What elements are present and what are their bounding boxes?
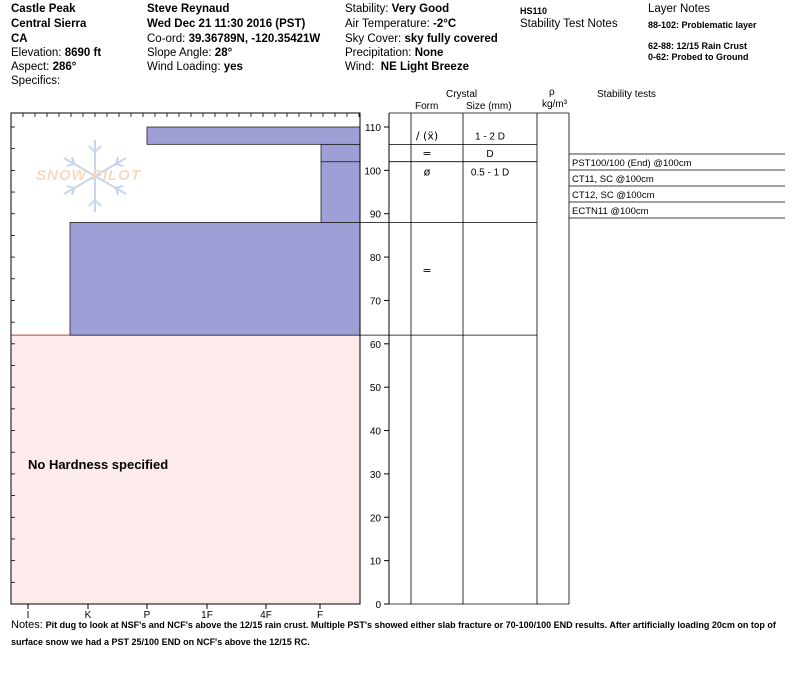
- observer-name: Steve Reynaud: [147, 3, 230, 15]
- stability-test-notes-label: Stability Test Notes: [520, 18, 618, 30]
- depth-tick-label-50: 50: [369, 383, 381, 395]
- wind-loading: Wind Loading: yes: [147, 61, 243, 73]
- crystal-size-3: 0.5 - 1 D: [470, 167, 510, 179]
- precipitation: Precipitation: None: [345, 47, 444, 59]
- observation-date: Wed Dec 21 11:30 2016 (PST): [147, 18, 306, 30]
- size-heading: Size (mm): [466, 101, 512, 112]
- depth-tick-label-40: 40: [369, 426, 381, 438]
- crystal-heading: Crystal: [446, 89, 478, 100]
- stability-test-3: CT12, SC @100cm: [572, 190, 655, 201]
- location-range: Central Sierra: [11, 18, 87, 30]
- notes: [11, 617, 796, 651]
- slope-angle: Slope Angle: 28°: [147, 47, 233, 59]
- stability-test-1: PST100/100 (End) @100cm: [572, 158, 692, 169]
- depth-tick-label-80: 80: [369, 253, 381, 265]
- hardness-tick-label-F: F: [316, 610, 324, 621]
- hardness-layer-1: [70, 222, 360, 335]
- wind: Wind: NE Light Breeze: [345, 61, 469, 73]
- crystal-size-2: D: [486, 149, 494, 161]
- snow-pilot-logo-text: SNOW PILOT: [36, 167, 141, 184]
- location-name: Castle Peak: [11, 3, 76, 15]
- depth-tick-label-10: 10: [369, 556, 381, 568]
- hardness-tick-label-P: P: [143, 610, 151, 621]
- aspect: Aspect: 286°: [11, 61, 77, 73]
- hardness-tick-label-4F: 4F: [260, 610, 272, 621]
- depth-tick-label-30: 30: [369, 469, 381, 481]
- elevation: Elevation: 8690 ft: [11, 47, 102, 59]
- notes-text: Pit dug to look at NSF's and NCF's above the 12/15 rain crust. Multiple PST's showed either slab fracture or 70-100/100 END results. After artificially loading 20cm on top of surface snow we had a PST 25/100 END on NCF's above the 12/15 RC.: [11, 620, 776, 647]
- layer-notes-title: Layer Notes: [648, 3, 711, 15]
- hardness-layer-3: [321, 144, 360, 161]
- crystal-form-4: =: [422, 264, 432, 278]
- depth-tick-label-110: 110: [365, 123, 381, 134]
- hardness-tick-label-K: K: [84, 610, 92, 621]
- layer-note-3: 0-62: Probed to Ground: [648, 52, 749, 62]
- hardness-tick-label-I: I: [26, 610, 30, 621]
- depth-tick-label-20: 20: [369, 513, 381, 525]
- crystal-form-2: =: [422, 147, 432, 161]
- hardness-layer-4: [147, 127, 360, 144]
- crystal-size-1: 1 - 2 D: [474, 131, 506, 143]
- hardness-tick-label-1F: 1F: [201, 610, 213, 621]
- no-hardness-label: No Hardness specified: [28, 457, 169, 472]
- stability-test-4: ECTN11 @100cm: [572, 206, 649, 217]
- crystal-form-3: ø: [423, 165, 431, 179]
- depth-tick-label-70: 70: [369, 296, 381, 308]
- stability: Stability: Very Good: [345, 3, 450, 15]
- rho-heading: ρ: [549, 87, 555, 98]
- depth-tick-label-0: 0: [375, 600, 381, 611]
- coordinates: Co-ord: 39.36789N, -120.35421W: [147, 33, 321, 45]
- layer-note-2: 62-88: 12/15 Rain Crust: [648, 41, 748, 51]
- depth-tick-label-90: 90: [369, 209, 381, 221]
- specifics-label: Specifics:: [11, 75, 61, 87]
- notes-label: Notes:: [11, 619, 43, 631]
- crystal-form-1: / (ẍ): [415, 129, 439, 143]
- depth-tick-label-60: 60: [369, 339, 381, 351]
- hs-value: HS110: [520, 6, 548, 16]
- hardness-layer-2: [321, 162, 360, 223]
- density-unit-heading: kg/m³: [542, 99, 567, 110]
- location-state: CA: [11, 33, 28, 45]
- stability-tests-heading: Stability tests: [597, 89, 656, 100]
- air-temperature: Air Temperature: -2°C: [345, 18, 457, 30]
- form-heading: Form: [415, 101, 439, 112]
- depth-tick-label-100: 100: [364, 166, 381, 178]
- stability-test-2: CT11, SC @100cm: [572, 174, 654, 185]
- sky-cover: Sky Cover: sky fully covered: [345, 33, 498, 45]
- layer-note-1: 88-102: Problematic layer: [648, 20, 757, 30]
